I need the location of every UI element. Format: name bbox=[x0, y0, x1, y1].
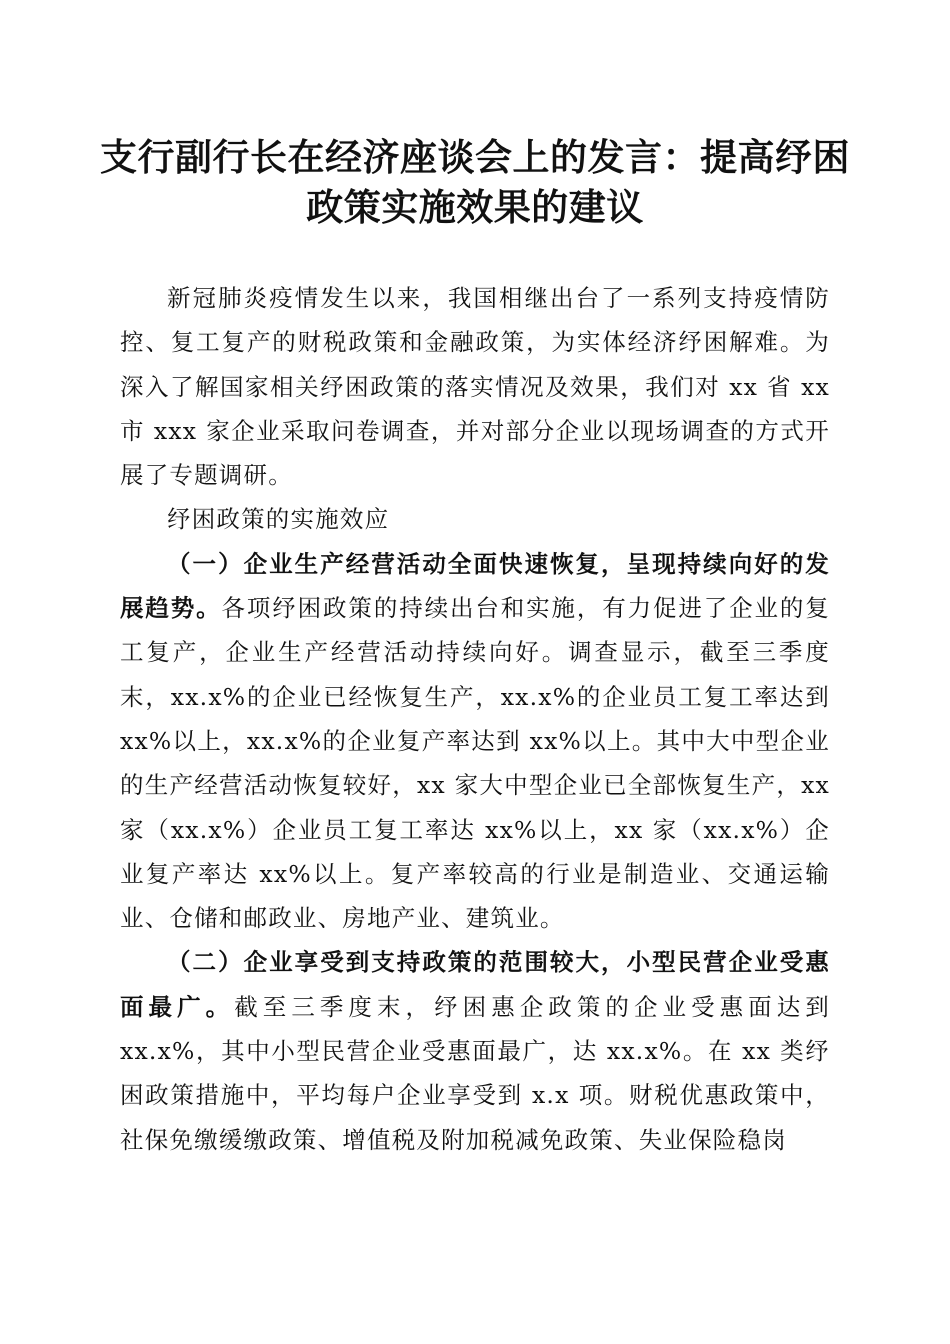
point-1-body: 各项纾困政策的持续出台和实施，有力促进了企业的复工复产，企业生产经营活动持续向好。调查显示，截至三季度末，xx.x%的企业已经恢复生产，xx.x%的企业员工复工率达到 xx%以上，xx.x%的企业复产率达到 xx%以上。其中大中型企业的生产经营活动恢复较好，xx 家大中型企业已全部恢复生产，xx 家（xx.x%）企业员工复工率达 xx%以上，xx 家（xx.x%）企业复产率达 xx%以上。复产率较高的行业是制造业、交通运输业、仓储和邮政业、房地产业、建筑业。 bbox=[120, 594, 830, 933]
section-heading: 纾困政策的实施效应 bbox=[167, 505, 390, 534]
point-1-heading: （一）企业生产经营活动全面快速恢复，呈现持续向好的发展趋势。 bbox=[120, 549, 830, 623]
point-2-paragraph bbox=[120, 940, 830, 1161]
document-body bbox=[120, 276, 830, 1162]
document-title bbox=[100, 132, 850, 232]
title-line-2: 政策实施效果的建议 bbox=[306, 185, 644, 229]
intro-paragraph: 新冠肺炎疫情发生以来，我国相继出台了一系列支持疫情防控、复工复产的财税政策和金融政策，为实体经济纾困解难。为深入了解国家相关纾困政策的落实情况及效果，我们对 xx 省 xx 市 xxx 家企业采取问卷调查，并对部分企业以现场调查的方式开展了专题调研。 bbox=[120, 284, 830, 490]
point-2-heading: （二）企业享受到支持政策的范围较大，小型民营企业受惠面最广。 bbox=[120, 948, 830, 1021]
point-2-body: 截至三季度末，纾困惠企政策的企业受惠面达到 xx.x%，其中小型民营企业受惠面最广，达 xx.x%。在 xx 类纾困政策措施中，平均每户企业享受到 x.x 项。财税优惠政策中，社保免缴缓缴政策、增值税及附加税减免政策、失业保险稳岗 bbox=[120, 992, 830, 1154]
title-line-1: 支行副行长在经济座谈会上的发言：提高纾困 bbox=[100, 135, 850, 179]
point-1-paragraph bbox=[120, 542, 830, 941]
